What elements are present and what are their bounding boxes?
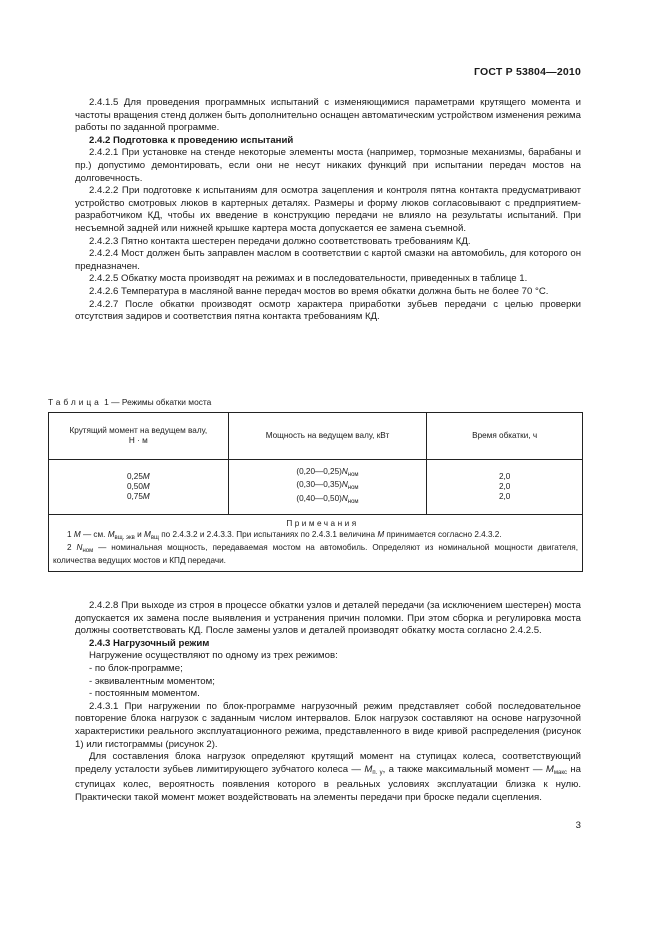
table-notes xyxy=(49,515,583,572)
paragraph-2-4-2-8: 2.4.2.8 При выходе из строя в процессе обкатки узлов и деталей передачи (за исключением шестерен) моста допускается их замена после выявления и устранения причин поломки. При этом сборка и регулировка моста должны соответствовать КД. После замены узлов и деталей производят обкатку моста согласно 2.4.2.5. xyxy=(75,600,581,637)
table-header-row xyxy=(49,413,583,460)
time-values: 2,0 2,0 2,0 xyxy=(427,460,583,515)
header-time: Время обкатки, ч xyxy=(427,413,583,460)
heading-2-4-3: 2.4.3 Нагрузочный режим xyxy=(89,637,210,649)
header-power: Мощность на ведущем валу, кВт xyxy=(228,413,427,460)
notes-title: Примечания xyxy=(286,519,359,529)
paragraph-load-block: Для составления блока нагрузок определяют крутящий момент на ступицах колеса, соответствующий пределу усталости зубьев лимитирующего зубчатого колеса — $M_{п. у}$, а также максимальный момент — $M_{макс}$ на ступицах колес, вероятность появления которого в реальных условиях эксплуатации близка к нулю. Практически такой момент может воздействовать на элементы передачи при броске педали сцепления. xyxy=(75,751,581,803)
body-text-top xyxy=(75,97,581,324)
paragraph-2-4-2-2: 2.4.2.2 При подготовке к испытаниям для осмотра зацепления и контроля пятна контакта предусматривают устройство смотровых люков в картерных деталях. Размеры и форму люков согласовывают с предприятием-разработчиком КД, чтобы их введение в конструкцию передачи не влияло на результаты испытаний. При несъемной задней или нижней крышке картера моста допускается ее замена съемной. xyxy=(75,185,581,234)
list-item-equivalent-moment: - эквивалентным моментом; xyxy=(89,675,215,687)
page-number: 3 xyxy=(575,820,581,831)
list-item-block-program: - по блок-программе; xyxy=(89,662,183,674)
run-in-modes-table xyxy=(48,412,583,572)
document-header: ГОСТ Р 53804—2010 xyxy=(473,66,581,78)
torque-values: 0,25M 0,50M 0,75M xyxy=(49,460,229,515)
header-torque: Крутящий момент на ведущем валу, Н · м xyxy=(49,413,229,460)
paragraph-2-4-3: Нагружение осуществляют по одному из трех режимов: xyxy=(89,650,338,662)
body-text-bottom xyxy=(75,600,581,805)
table-caption-word: Таблица xyxy=(48,397,102,407)
table-caption-title: 1 — Режимы обкатки моста xyxy=(104,397,212,407)
paragraph-2-4-2-3: 2.4.2.3 Пятно контакта шестерен передачи должно соответствовать требованиям КД. xyxy=(89,235,471,247)
paragraph-2-4-2-4: 2.4.2.4 Мост должен быть заправлен маслом в соответствии с картой смазки на автомобиль, для которого он предназначен. xyxy=(75,248,581,272)
list-item-constant-moment: - постоянным моментом. xyxy=(89,688,200,700)
paragraph-2-4-3-1: 2.4.3.1 При нагружении по блок-программе нагрузочный режим представляет собой последовательное повторение блока нагрузок с заданным числом интервалов. Блок нагрузок составляют на основе нагрузочной характеристики реального эксплуатационного режима, представленного в виде кривой распределения (рисунок 1) или гистограммы (рисунок 2). xyxy=(75,700,581,750)
table-notes-row xyxy=(49,515,583,572)
table-data-row xyxy=(49,460,583,515)
power-values: $(0,20—0,25)N_{ном}$ $(0,30—0,35)N_{ном}$ $(0,40—0,50)N_{ном}$ xyxy=(228,460,427,515)
paragraph-2-4-2-1: 2.4.2.1 При установке на стенде некоторые элементы моста (например, тормозные механизмы, барабаны и пр.) допустимо демонтировать, если они не несут никаких функций при испытании передач мостов на долговечность. xyxy=(75,147,581,184)
paragraph-2-4-2-7: 2.4.2.7 После обкатки производят осмотр характера приработки зубьев передачи с целью проверки отсутствия задиров и соответствия пятна контакта требованиям КД. xyxy=(75,298,581,323)
heading-2-4-2: 2.4.2 Подготовка к проведению испытаний xyxy=(89,134,294,146)
note-1: 1 M — см. $M_{вщ. экв}$ и $M_{вщ}$ по 2.4.3.2 и 2.4.3.3. При испытаниях по 2.4.3.1 величина M принимается согласно 2.4.3.2. xyxy=(67,529,502,541)
paragraph-2-4-2-5: 2.4.2.5 Обкатку моста производят на режимах и в последовательности, приведенных в таблице 1. xyxy=(89,273,528,285)
note-2: 2 $N_{ном}$ — номинальная мощность, передаваемая мостом на автомобиль. Определяют из номинальной мощности двигателя, количества ведущих мостов и КПД передачи. xyxy=(53,543,578,566)
paragraph-2-4-2-6: 2.4.2.6 Температура в масляной ванне передач мостов во время обкатки должна быть не более 70 °С. xyxy=(89,285,549,297)
paragraph-2-4-1-5: 2.4.1.5 Для проведения программных испытаний с изменяющимися параметрами крутящего момента и частоты вращения стенд должен быть дополнительно оснащен автоматическим устройством изменения режима работы по заданной программе. xyxy=(75,97,581,134)
table-caption xyxy=(48,397,211,407)
